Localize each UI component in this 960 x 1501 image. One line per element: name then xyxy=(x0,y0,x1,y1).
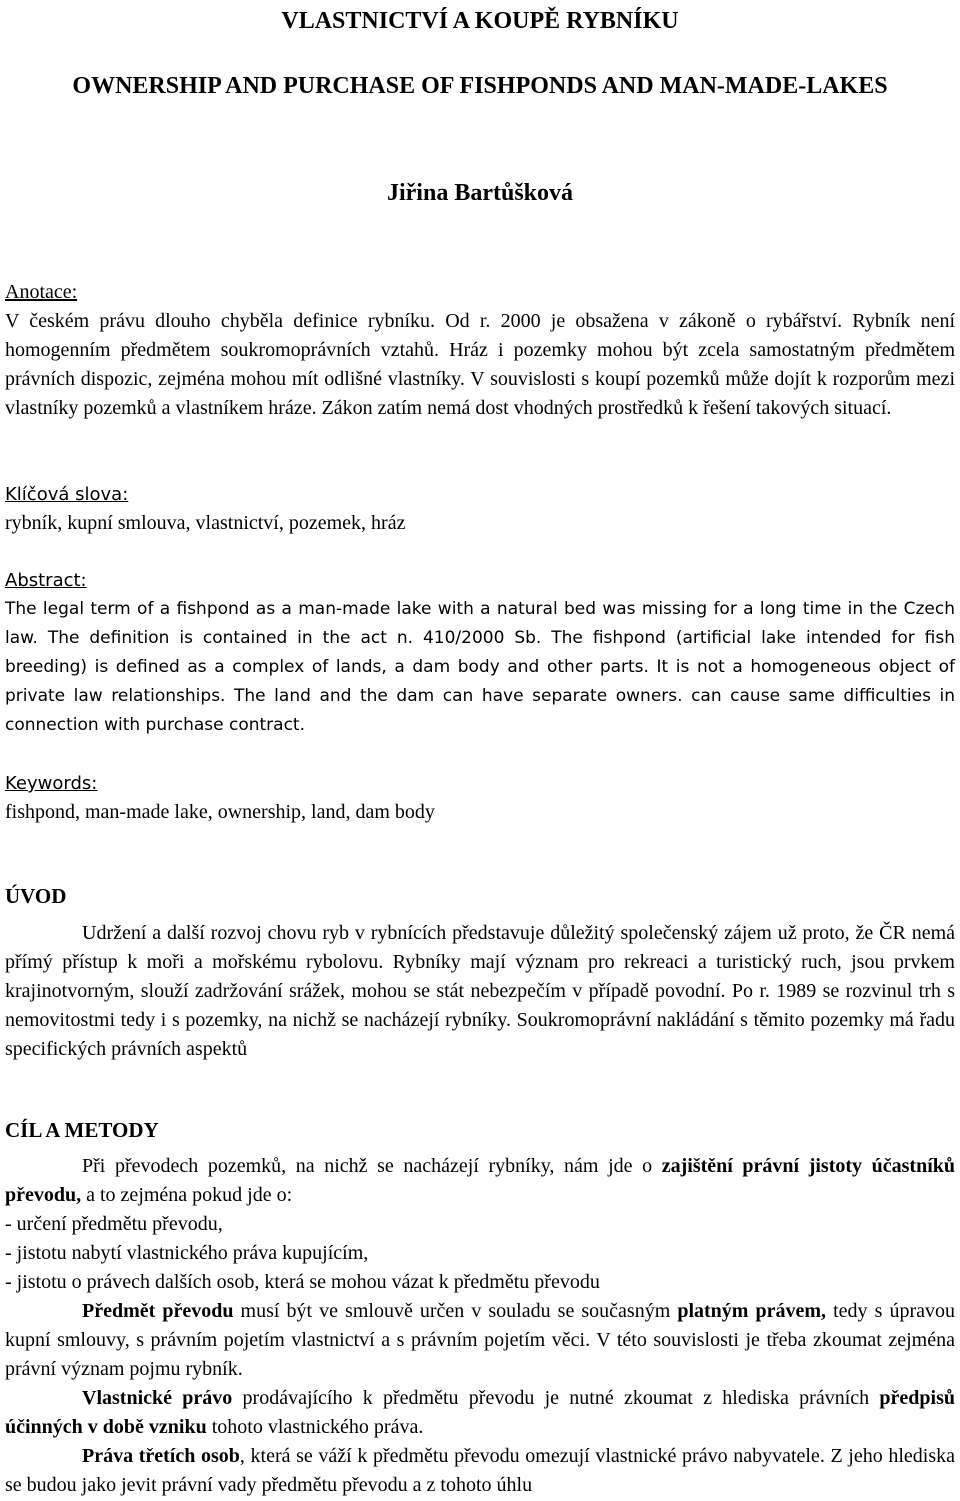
cil-p3-bold-1: Vlastnické právo xyxy=(82,1387,233,1409)
cil-section xyxy=(5,1116,955,1500)
cil-p3-text-1: prodávajícího k předmětu převodu je nutné zkoumat z hlediska právních xyxy=(232,1387,880,1409)
cil-p2-text-2: tedy s úpravou kupní smlouvy, s právním pojetím vlastnictví a s právním pojetím věci. V této souvislosti je třeba zkoumat zejména právní význam pojmu rybník. xyxy=(5,1300,955,1380)
anotace-text: V českém právu dlouho chyběla definice rybníku. Od r. 2000 je obsažena v zákoně o rybářství. Rybník není homogenním předmětem soukromoprávních vztahů. Hráz i pozemky mohou být zcela samostatným předmětem právních dispozic, zejména mohou mít odlišné vlastníky. V souvislosti s koupí pozemků může dojít k rozporům mezi vlastníky pozemků a vlastníkem hráze. Zákon zatím nemá dost vhodných prostředků k řešení takových situací. xyxy=(5,310,955,419)
cil-list-item: - jistotu nabytí vlastnického práva kupujícím, xyxy=(5,1242,369,1264)
cil-list-item: - jistotu o právech dalších osob, která se mohou vázat k předmětu převodu xyxy=(5,1271,600,1293)
cil-p1-post: a to zejména pokud jde o: xyxy=(81,1184,293,1206)
uvod-heading: ÚVOD xyxy=(5,884,67,908)
cil-p4-bold-1: Práva třetích osob xyxy=(82,1445,240,1467)
abstract-section xyxy=(5,566,955,740)
author-name: Jiřina Bartůšková xyxy=(386,180,574,206)
cil-p1-pre: Při převodech pozemků, na nichž se nacházejí rybníky, nám jde o xyxy=(82,1155,662,1177)
cil-list-item: - určení předmětu převodu, xyxy=(5,1213,223,1235)
cil-paragraph-4 xyxy=(5,1442,955,1500)
title-czech: VLASTNICTVÍ A KOUPĚ RYBNÍKU xyxy=(281,8,679,34)
abstract-text: The legal term of a fishpond as a man-made lake with a natural bed was missing for a long time in the Czech law. The definition is contained in the act n. 410/2000 Sb. The fishpond (artificial lake intended for fish breeding) is defined as a complex of lands, a dam body and other parts. It is not a homogeneous object of private law relationships. The land and the dam can have separate owners. can cause same difficulties in connection with purchase contract. xyxy=(5,599,955,735)
cil-p3-text-2: tohoto vlastnického práva. xyxy=(206,1416,424,1438)
cil-heading: CÍL A METODY xyxy=(5,1118,159,1142)
keywords-heading: Keywords: xyxy=(5,773,98,794)
cil-p4-text-1: , která se váží k předmětu převodu omezují vlastnické právo nabyvatele. Z jeho hlediska se budou jako jevit právní vady předmětu převodu a z tohoto úhlu xyxy=(5,1445,955,1496)
keywords-section xyxy=(5,769,955,827)
abstract-heading: Abstract: xyxy=(5,570,87,591)
cil-p2-text-1: musí být ve smlouvě určen v souladu se současným xyxy=(233,1300,678,1322)
keywords-text: fishpond, man-made lake, ownership, land, dam body xyxy=(5,801,435,823)
cil-p3-bold-2: předpisů účinných v době vzniku xyxy=(5,1387,955,1438)
title-english-text: OWNERSHIP AND PURCHASE OF FISHPONDS AND MAN-MADE-LAKES xyxy=(72,73,888,99)
anotace-heading: Anotace: xyxy=(5,281,78,303)
cil-paragraph-2 xyxy=(5,1297,955,1384)
klicova-slova-section xyxy=(5,480,955,538)
uvod-text: Udržení a další rozvoj chovu ryb v rybnících představuje důležitý společenský zájem už proto, že ČR nemá přímý přístup k moři a mořskému rybolovu. Rybníky mají význam pro rekreaci a turistický ruch, jsou prvkem krajinotvorným, slouží zadržování srážek, mohou se stát nebezpečím v případě povodní. Po r. 1989 se rozvinul trh s nemovitostmi tedy i s pozemky, na nichž se nacházejí rybníky. Soukromoprávní nakládání s těmito pozemky má řadu specifických právních aspektů xyxy=(5,922,955,1060)
cil-p2-bold-2: platným právem, xyxy=(677,1300,827,1322)
cil-paragraph-1 xyxy=(5,1152,955,1210)
anotace-section xyxy=(5,278,955,423)
klicova-slova-heading: Klíčová slova: xyxy=(5,484,129,505)
title-english xyxy=(5,70,955,103)
klicova-slova-text: rybník, kupní smlouva, vlastnictví, pozemek, hráz xyxy=(5,512,406,534)
cil-paragraph-3 xyxy=(5,1384,955,1442)
cil-p1-bold: zajištění právní jistoty účastníků převodu, xyxy=(5,1155,955,1206)
cil-p2-bold-1: Předmět převodu xyxy=(82,1300,234,1322)
uvod-section xyxy=(5,882,955,1064)
